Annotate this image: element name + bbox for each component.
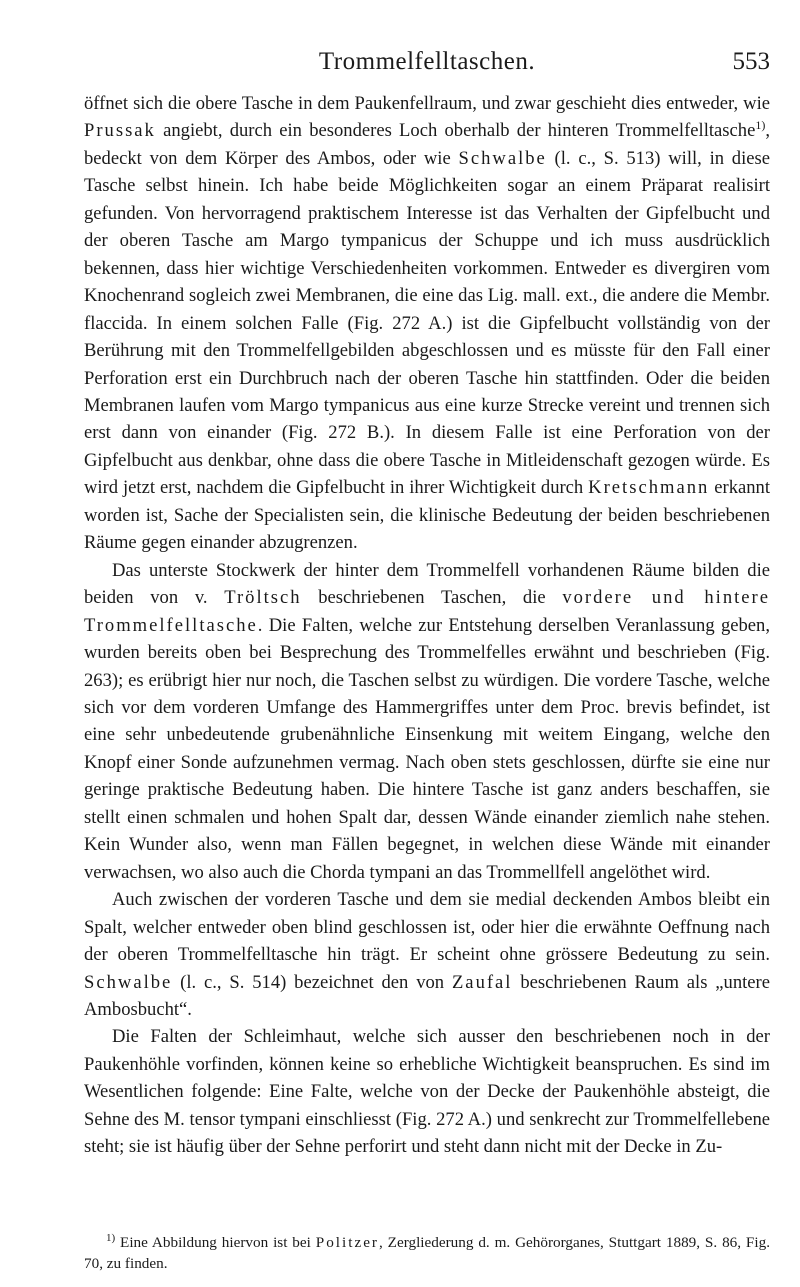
spaced-name: Politzer <box>315 1234 379 1251</box>
text-run: , bedeckt von dem Körper des Ambos, oder wie <box>84 120 770 169</box>
text-run: Auch zwischen der vorderen Tasche und dem sie medial deckenden Ambos bleibt ein Spalt, welcher entweder oben blind geschlossen ist, oder hier die erwähnte Oeffnung nach der oberen Trommelfelltasche hin trägt. Er scheint ohne grössere Bedeutung zu sein. <box>84 889 770 966</box>
body-text <box>84 90 770 1161</box>
spaced-name: Schwalbe <box>84 971 173 993</box>
spaced-name: Kretschmann <box>588 477 710 499</box>
spaced-name: Schwalbe <box>458 147 547 169</box>
page-number: 553 <box>732 48 770 75</box>
text-run: (l. c., S. 513) will, in diese Tasche selbst hinein. Ich habe beide Möglichkeiten sogar an einem Präparat realisirt gefunden. Von hervorragend praktischem Interesse ist das Verhalten der Gipfelbucht und der oberen Tasche am Margo tympanicus der Schuppe und ich muss ausdrücklich bekennen, dass hier wichtige Verschiedenheiten vorkommen. Entweder es divergiren vom Knochenrand sogleich zwei Membranen, die eine das Lig. mall. ext., die andere die Membr. flaccida. In einem solchen Falle (Fig. 272 A.) ist die Gipfelbucht vollständig von der Berührung mit den Trommelfellgebilden abgeschlossen und es müsste für den Fall einer Perforation erst ein Durchbruch nach der oberen Tasche hin stattfinden. Oder die beiden Membranen laufen vom Margo tympanicus aus eine kurze Strecke vereint und trennen sich erst dann von einander (Fig. 272 B.). In diesem Falle ist eine Perforation von der Gipfelbucht aus denkbar, ohne dass die obere Tasche in Mitleidenschaft gezogen würde. Es wird jetzt erst, nachdem die Gipfelbucht in ihrer Wichtigkeit durch <box>84 147 770 499</box>
paragraph-4 <box>84 1023 770 1160</box>
paragraph-3 <box>84 886 770 1023</box>
spaced-name: Prussak <box>84 120 156 142</box>
footnote-ref: 1) <box>106 1232 116 1244</box>
text-run: . Die Falten, welche zur Entstehung derselben Veranlassung geben, wurden bereits oben bei Besprechung des Trommelfelles erwähnt und beschrieben (Fig. 263); es erübrigt hier nur noch, die Taschen selbst zu würdigen. Die vordere Tasche, welche sich vor dem vorderen Umfange des Hammergriffes unter dem Proc. brevis befindet, ist eine sehr unbedeutende grubenähnliche Einsenkung mit weitem Eingang, welche den Knopf einer Sonde aufzunehmen vermag. Nach oben stets geschlossen, dürfte sie eine nur geringe praktische Bedeutung haben. Die hintere Tasche ist ganz anders beschaffen, sie stellt einen schmalen und hohen Spalt dar, dessen Wände einander ziemlich nahe stehen. Kein Wunder also, wenn man Fällen begegnet, in welchen diese Wände mit einander verwachsen, wo also auch die Chorda tympani an das Trommellfell angelöthet wird. <box>84 614 770 883</box>
text-run: (l. c., S. 514) bezeichnet den von <box>172 971 452 993</box>
footnote-ref: 1) <box>755 118 766 133</box>
text-run: , Zergliederung d. m. Gehörorganes, Stuttgart 1889, S. 86, Fig. 70, zu finden. <box>84 1234 770 1272</box>
spaced-name: Tröltsch <box>224 587 302 609</box>
running-title: Trommelfelltaschen. <box>318 48 536 75</box>
text-run: Das unterste Stockwerk der hinter dem Trommelfell vorhandenen Räume bilden die beiden von v. <box>84 559 770 609</box>
text-run: Eine Abbildung hiervon ist bei <box>115 1234 316 1251</box>
paragraph-2 <box>84 557 770 886</box>
text-run: beschriebenen Raum als „untere Ambosbucht“. <box>84 971 771 1020</box>
text-run: erkannt worden ist, Sache der Specialisten sein, die klinische Bedeutung der beiden beschriebenen Räume gegen einander abzugrenzen. <box>84 477 771 554</box>
footnote-text <box>84 1234 770 1272</box>
spaced-name: Zaufal <box>451 971 513 993</box>
text-run: beschriebenen Taschen, die <box>301 587 563 609</box>
running-header <box>84 46 770 78</box>
paragraph-1 <box>84 90 770 557</box>
text-run: öffnet sich die obere Tasche in dem Paukenfellraum, und zwar geschieht dies entweder, wie <box>84 93 770 114</box>
footnote <box>84 1232 770 1274</box>
spaced-name: vordere und hintere Trommelfelltasche <box>84 587 770 636</box>
text-run: Die Falten der Schleimhaut, welche sich ausser den beschriebenen noch in der Paukenhöhle vorfinden, können keine so erhebliche Wichtigkeit beanspruchen. Es sind im Wesentlichen folgende: Eine Falte, welche von der Decke der Paukenhöhle absteigt, die Sehne des M. tensor tympani einschliesst (Fig. 272 A.) und senkrecht zur Trommelfellebene steht; sie ist häufig über der Sehne perforirt und steht dann nicht mit der Decke in Zu- <box>84 1026 770 1158</box>
text-run: angiebt, durch ein besonderes Loch oberhalb der hinteren Trommelfelltasche <box>155 120 756 142</box>
